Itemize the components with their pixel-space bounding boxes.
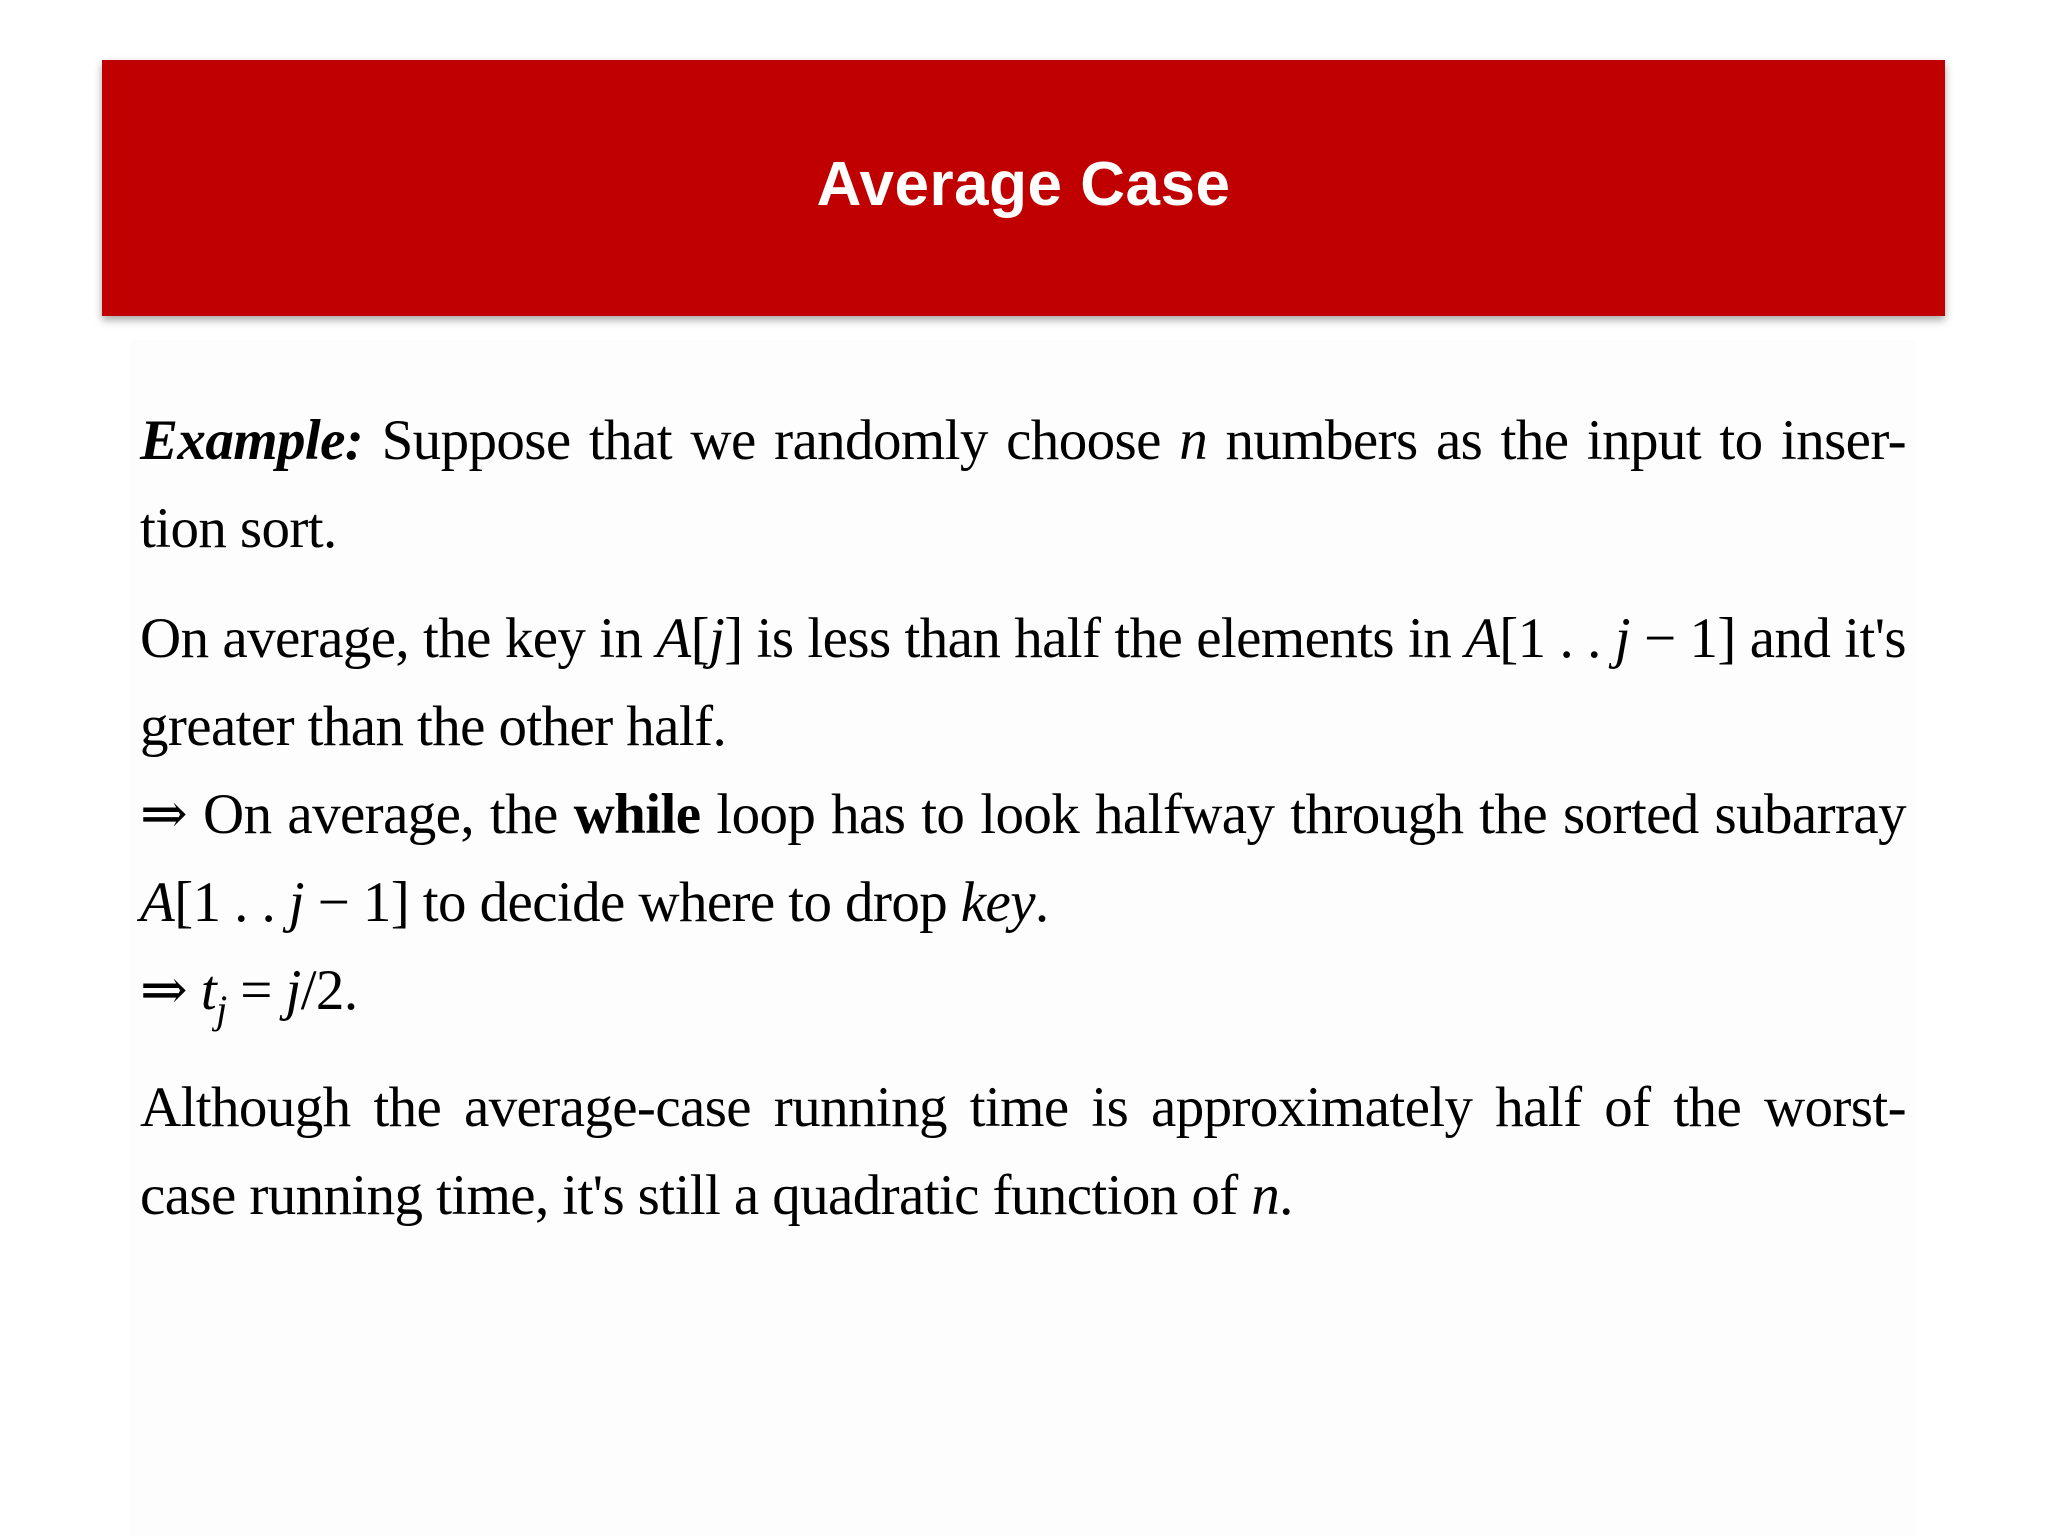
example-paragraph <box>140 397 1906 573</box>
math-var-n: n <box>1251 1164 1280 1227</box>
text-segment: On average, the <box>187 783 574 846</box>
math-range: − 1] <box>304 871 410 934</box>
math-bracket: [ <box>690 607 710 670</box>
text-segment: On average, the key in <box>140 607 657 670</box>
math-range: [1 . . <box>174 871 289 934</box>
example-text <box>140 397 1906 573</box>
math-var-j: j <box>285 959 301 1022</box>
math-fraction: /2. <box>300 959 358 1022</box>
math-var-j: j <box>288 871 305 934</box>
average-paragraph <box>140 595 1906 1054</box>
math-equals: = <box>226 959 286 1022</box>
conclusion-paragraph <box>140 1064 1906 1240</box>
math-var-A: A <box>656 607 691 670</box>
math-var-A: A <box>140 871 175 934</box>
math-var-A: A <box>1465 607 1500 670</box>
average-line-1 <box>140 595 1906 771</box>
math-var-j: j <box>1614 607 1631 670</box>
keyword-while: while <box>573 783 701 846</box>
math-subscript-j: j <box>216 987 227 1032</box>
math-var-j: j <box>709 607 725 670</box>
example-text-a: Suppose that we randomly choose <box>363 409 1180 472</box>
average-line-2 <box>140 771 1906 947</box>
text-segment: and it's greater than the other half. <box>140 607 1906 758</box>
average-line-3 <box>140 947 1906 1054</box>
content-text-image <box>130 340 1916 1536</box>
math-bracket: ] <box>724 607 743 670</box>
text-segment: Although the average-case running time is approximately half of the worst-case running time, it's still a quadratic function of <box>140 1076 1906 1227</box>
text-segment: is less than half the elements in <box>742 607 1466 670</box>
title-banner <box>102 60 1945 316</box>
example-label: Example: <box>140 409 364 472</box>
text-segment: . <box>1279 1164 1293 1227</box>
text-segment: to decide where to drop <box>409 871 961 934</box>
conclusion-text <box>140 1064 1906 1240</box>
text-segment: loop has to look halfway through the sorted subarray <box>700 783 1906 846</box>
text-segment: . <box>1034 871 1049 934</box>
math-range: [1 . . <box>1499 607 1615 670</box>
math-range: − 1] <box>1630 607 1736 670</box>
math-var-key: key <box>960 871 1035 934</box>
math-var-n: n <box>1179 409 1208 472</box>
implies-arrow-icon: ⇒ <box>140 783 188 846</box>
implies-arrow-icon: ⇒ <box>140 959 188 1022</box>
slide-title: Average Case <box>816 149 1231 219</box>
example-text-b: numbers as the input to inser-tion sort. <box>140 409 1906 560</box>
math-var-t: t <box>187 959 217 1022</box>
